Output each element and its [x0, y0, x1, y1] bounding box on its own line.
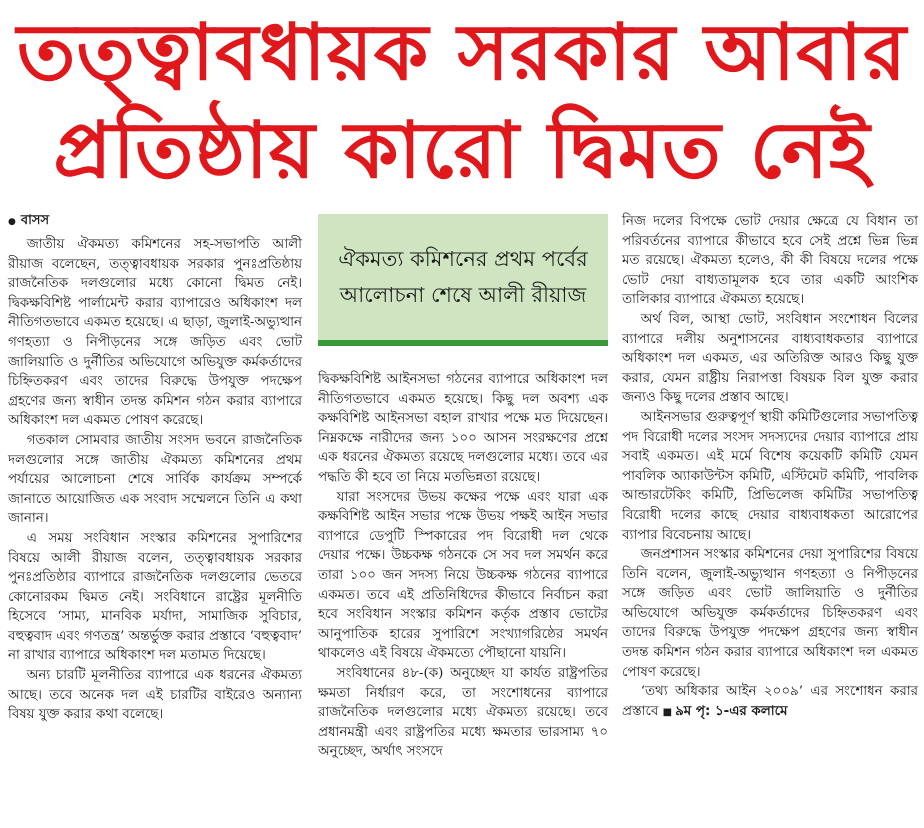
bullet-icon: ● — [8, 217, 16, 227]
byline-source: বাসস — [20, 213, 50, 228]
paragraph: জনপ্রশাসন সংস্কার কমিশনের দেয়া সুপারিশের বিষয়ে তিনি বলেন, জুলাই-অভ্যুত্থান গণহত্যা ও নিপীড়নের সঙ্গে জড়িত এবং ভোট জালিয়াতি ও দুর্নীতির অভিযোগে অভিযুক্ত কর্মকর্তাদের চিহ্নিতকরণ এবং তাদের বিরুদ্ধে উপযুক্ত পদক্ষেপ গ্রহণের জন্য স্বাধীন তদন্ত কমিশন গঠন করার ব্যাপারে অধিকাংশ দল একমত পোষণ করেছে। — [622, 547, 918, 680]
headline — [0, 4, 924, 200]
article-column-2 — [318, 370, 608, 762]
paragraph: গতকাল সোমবার জাতীয় সংসদ ভবনে রাজনৈতিক দলগুলোর সঙ্গে জাতীয় ঐকমত্য কমিশনের প্রথম পর্যায়ের আলোচনা শেষে সার্বিক কার্যক্রম সম্পর্কে জানাতে আয়োজিত এক সংবাদ সম্মেলনে তিনি এ কথা জানান। — [8, 432, 302, 527]
pull-quote-box — [318, 214, 608, 346]
paragraph: দ্বিকক্ষবিশিষ্ট আইনসভা গঠনের ব্যাপারে অধিকাংশ দল নীতিগতভাবে একমত হয়েছে। কিছু দল অবশ্য এক কক্ষবিশিষ্ট আইনসভা বহাল রাখার পক্ষে মত দিয়েছেন। নিম্নকক্ষে নারীদের জন্য ১০০ আসন সংরক্ষণের প্রশ্নে এক ধরনের ঐকমত্য রয়েছে দলগুলোর মধ্যে। তবে এর পদ্ধতি কী হবে তা নিয়ে মতভিন্নতা রয়েছে। — [318, 372, 608, 485]
paragraph: অর্থ বিল, আস্থা ভোট, সংবিধান সংশোধন বিলের ব্যাপারে দলীয় অনুশাসনের বাধ্যবাধকতার ব্যাপারে অধিকাংশ দল একমত, এর অতিরিক্ত আরও কিছু যুক্ত করার, যেমন রাষ্ট্রীয় নিরাপত্তা বিষয়ক বিল যুক্ত করার জন্যও কিছু দলের প্রস্তাব আছে। — [622, 311, 918, 406]
continuation-jump — [663, 704, 788, 719]
paragraph: নিজ দলের বিপক্ষে ভোট দেয়ার ক্ষেত্রে যে বিধান তা পরিবর্তনের ব্যাপারে কীভাবে হবে সেই প্রশ্নে ভিন্ন ভিন্ন মত রয়েছে। ঐকমত্য হলেও, কী কী বিষয়ে দলের পক্ষে ভোট দেয়া বাধ্যতামূলক হবে তার একটি আংশিক তালিকার ব্যাপারে ঐকমত্য হয়েছে। — [622, 214, 918, 308]
paragraph: যারা সংসদের উভয় কক্ষের পক্ষে এবং যারা এক কক্ষবিশিষ্ট আইন সভার পক্ষে উভয় পক্ষই আইন সভার ব্যাপারে ডেপুটি স্পিকারের পদ বিরোধী দল থেকে দেয়ার পক্ষে। উচ্চকক্ষ গঠনকে সে সব দল সমর্থন করে তারা ১০০ জন সদস্য নিয়ে উচ্চকক্ষ গঠনের ব্যাপারে একমত। তবে এই প্রতিনিধিদের কীভাবে নির্বাচন করা হবে সংবিধান সংস্কার কমিশন কর্তৃক প্রস্তাব ভোটের আনুপাতিক হারের সুপারিশে সংখ্যাগরিষ্ঠের সমর্থন থাকলেও এই বিষয়ে ঐকমত্যে পৌছানো যায়নি। — [318, 489, 608, 662]
paragraph: আইনসভার গুরুত্বপূর্ণ স্থায়ী কমিটিগুলোর সভাপতিত্ব পদ বিরোধী দলের সংসদ সদস্যদের দেয়ার ব্যাপারে প্রায় সবাই একমত। এই মর্মে বিশেষ কয়েকটি কমিটি যেমন পাবলিক অ্যাকাউন্টস কমিটি, এস্টিমেট কমিটি, পাবলিক আন্ডারটেকিং কমিটি, প্রিভিলেজ কমিটির সভাপতিত্ব বিরোধী দলের কাছে দেয়ার বাধ্যবাধকতা আরোপের ব্যাপার বিবেচনায় আছে। — [622, 409, 918, 543]
paragraph-text: ‘তথ্য অধিকার আইন ২০০৯’ এর সংশোধন করার প্রস্তাবে — [622, 684, 918, 719]
paragraph: সংবিধানের ৪৮-(ক) অনুচ্ছেদ যা কার্যত রাষ্ট্রপতির ক্ষমতা নির্ধারণ করে, তা সংশোধনের ব্যাপারে রাজনৈতিক দলগুলোর মধ্যে ঐকমত্য রয়েছে। তবে প্রধানমন্ত্রী এবং রাষ্ট্রপতির মধ্যে ক্ষমতার ভারসাম্য ৭০ অনুচ্ছেদ, অর্থাৎ সংসদে — [318, 665, 608, 760]
headline-line-1: তত্ত্বাবধায়ক সরকার আবার — [16, 8, 908, 98]
headline-line-2: প্রতিষ্ঠায় কারো দ্বিমত নেই — [53, 106, 871, 196]
article-column-1 — [8, 212, 302, 725]
paragraph: অন্য চারটি মূলনীতির ব্যাপারে এক ধরনের ঐকমত্য আছে। তবে অনেক দল এই চারটির বাইরেও অন্যান্য বিষয় যুক্ত করার কথা বলেছে। — [8, 668, 302, 723]
byline — [8, 212, 302, 231]
continuation-text: ৯ম পৃ: ১-এর কলামে — [675, 703, 788, 719]
article-column-3 — [622, 212, 918, 722]
pull-quote-text: ঐকমত্য কমিশনের প্রথম পর্বের আলোচনা শেষে আলী রীয়াজ — [338, 247, 588, 307]
paragraph-last — [622, 682, 918, 722]
square-icon: ■ — [662, 706, 673, 718]
paragraph: এ সময় সংবিধান সংস্কার কমিশনের সুপারিশের বিষয়ে আলী রীয়াজ বলেন, তত্ত্বাবধায়ক সরকার পুনঃপ্রতিষ্ঠার ব্যাপারে রাজনৈতিক দলগুলোর ভেতরে কোনোরকম দ্বিমত নেই। সংবিধানে রাষ্ট্রের মূলনীতি হিসেবে ‘সাম্য, মানবিক মর্যাদা, সামাজিক সুবিচার, বহুত্ববাদ এবং গণতন্ত্র’ অন্তর্ভুক্ত করার প্রস্তাবে ‘বহুত্ববাদ’ না রাখার ব্যাপারে অধিকাংশ দল মতামত দিয়েছে। — [8, 530, 302, 664]
paragraph: জাতীয় ঐকমত্য কমিশনের সহ-সভাপতি আলী রীয়াজ বলেছেন, তত্ত্বাবধায়ক সরকার পুনঃপ্রতিষ্ঠায় রাজনৈতিক দলগুলোর মধ্যে কোনো দ্বিমত নেই। দ্বিকক্ষবিশিষ্ট পার্লামেন্ট করার ব্যাপারেও অধিকাংশ দল নীতিগতভাবে একমত হয়েছে। এ ছাড়া, জুলাই-অভ্যুত্থান গণহত্যা ও নিপীড়নের সঙ্গে জড়িত এবং ভোট জালিয়াতি ও দুর্নীতির অভিযোগে অভিযুক্ত কর্মকর্তাদের চিহ্নিতকরণ এবং তাদের বিরুদ্ধে উপযুক্ত পদক্ষেপ গ্রহণের জন্য স্বাধীন তদন্ত কমিশন গঠন করার ব্যাপারে অধিকাংশ দল একমত পোষণ করেছে। — [8, 237, 302, 429]
